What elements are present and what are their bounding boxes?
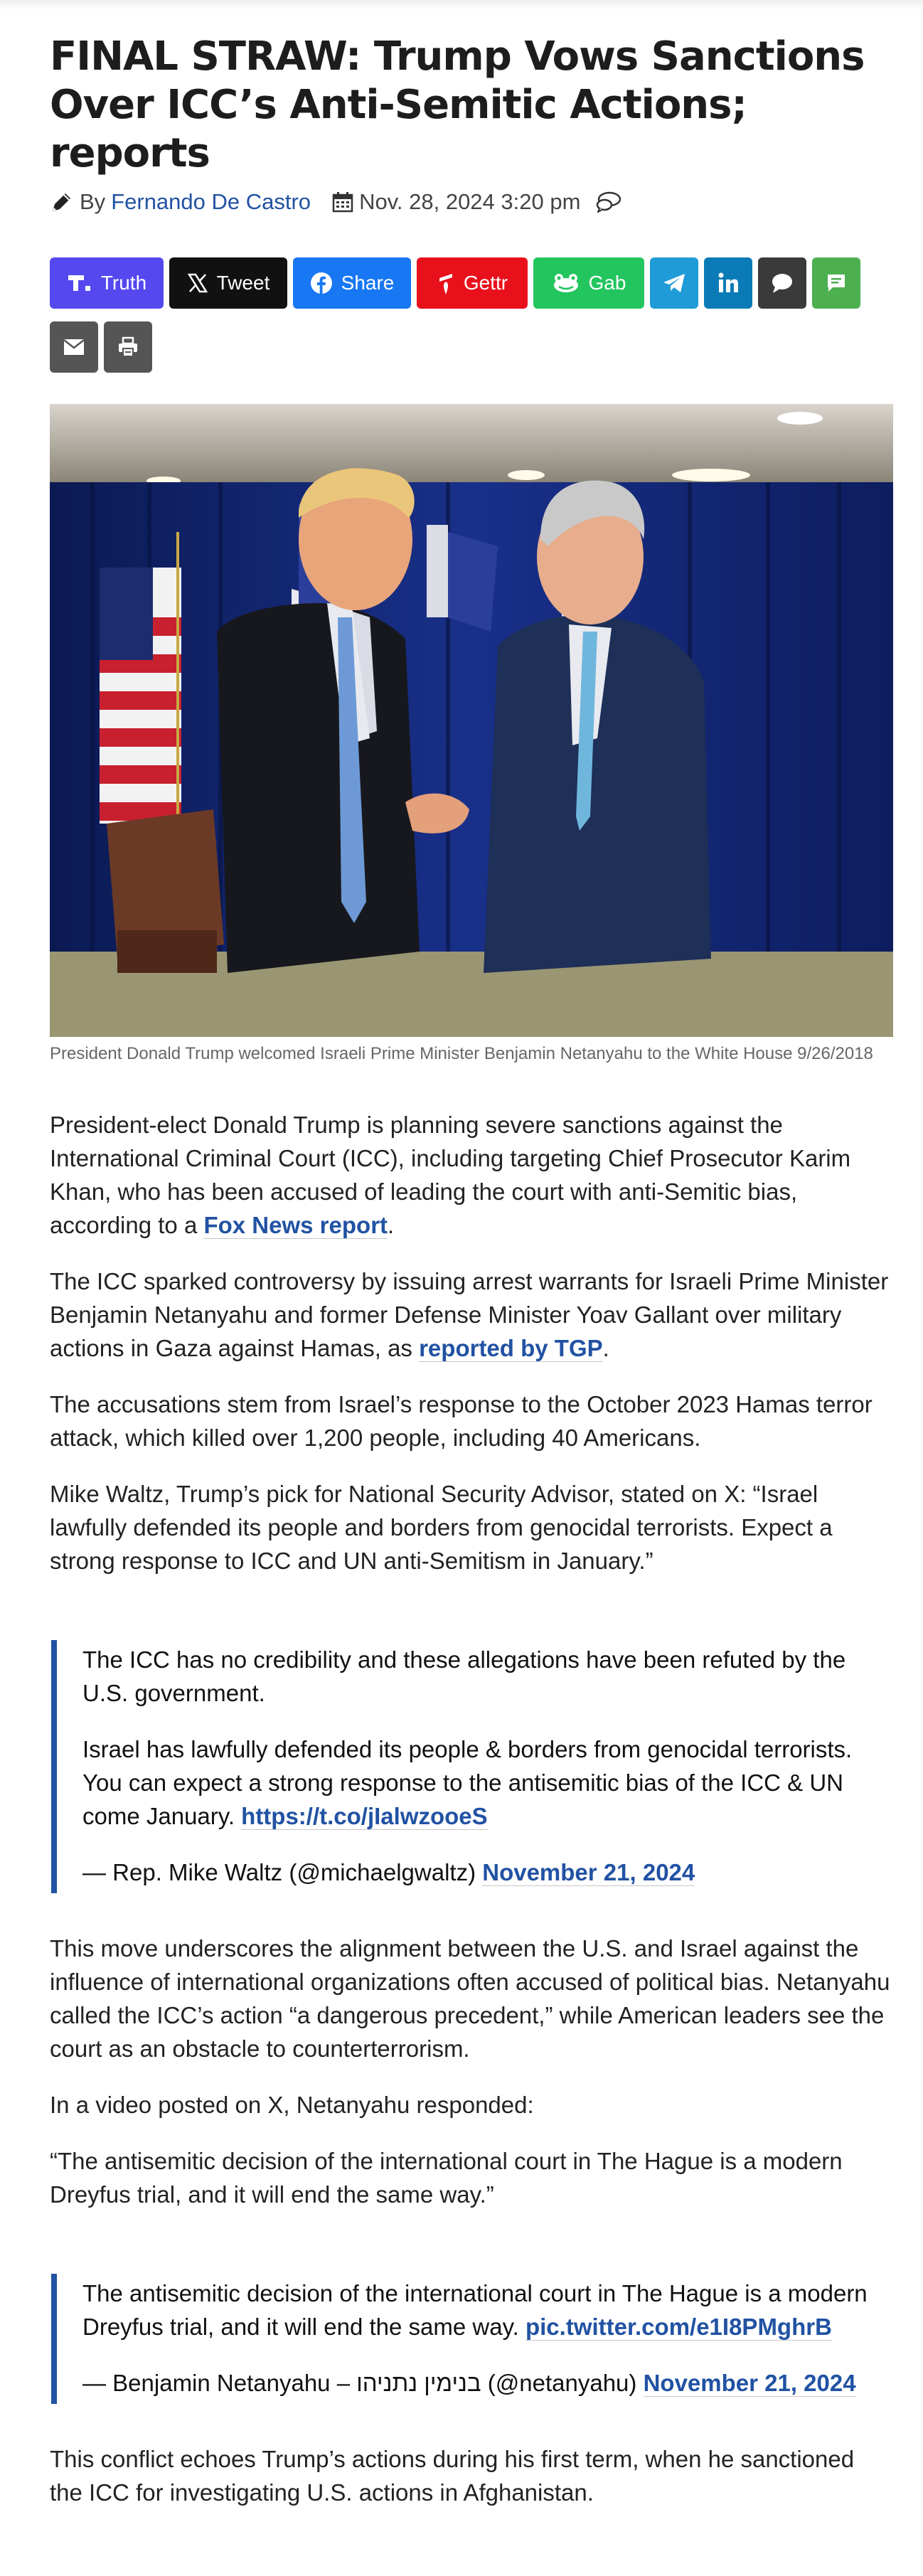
- article: [50, 33, 893, 2509]
- paragraph-7: “The antisemitic decision of the international court in The Hague is a modern Dreyfus trial, and it will end the same way.”: [50, 2148, 843, 2208]
- tweet-attribution: — Rep. Mike Waltz (@michaelgwaltz) November 21, 2024: [82, 1859, 695, 1885]
- gettr-icon: [437, 271, 455, 295]
- article-meta: [50, 188, 893, 216]
- tweet-text-1: The ICC has no credibility and these allegations have been refuted by the U.S. government.: [82, 1646, 846, 1706]
- byline-prefix: By: [80, 189, 106, 214]
- author-link[interactable]: Fernando De Castro: [111, 189, 311, 214]
- photo-caption: President Donald Trump welcomed Israeli Prime Minister Benjamin Netanyahu to the White House 9/26/2018: [50, 1044, 873, 1063]
- gab-frog-icon: [552, 272, 580, 294]
- tweet-text: The antisemitic decision of the international court in The Hague is a modern Dreyfus trial, and it will end the same way. pic.twitter.com/e1I8PMghrB: [82, 2280, 868, 2340]
- tweet-attribution: — Benjamin Netanyahu – בנימין נתניהו (@netanyahu) November 21, 2024: [82, 2370, 856, 2396]
- embedded-tweet-waltz: [51, 1640, 893, 1893]
- calendar-icon: [332, 191, 353, 213]
- paragraph-6: In a video posted on X, Netanyahu responded:: [50, 2092, 534, 2118]
- email-share-button[interactable]: [50, 321, 98, 373]
- publish-date: Nov. 28, 2024 3:20 pm: [359, 189, 581, 214]
- linkedin-share-button[interactable]: [704, 257, 752, 309]
- paragraph-2: The ICC sparked controversy by issuing arrest warrants for Israeli Prime Minister Benjamin Netanyahu and former Defense Minister Yoav Gallant over military actions in Gaza against Hamas, as reported by TGP.: [50, 1268, 889, 1361]
- paragraph-1: President-elect Donald Trump is planning severe sanctions against the International Criminal Court (ICC), including targeting Chief Prosecutor Karim Khan, who has been accused of leading the court with anti-Semitic bias, according to a Fox News report.: [50, 1112, 851, 1238]
- article-title: FINAL STRAW: Trump Vows Sanctions Over ICC’s Anti-Semitic Actions; reports: [50, 33, 865, 176]
- sms-icon: [826, 272, 847, 294]
- truth-social-icon: [67, 272, 92, 294]
- printer-icon: [117, 336, 139, 358]
- envelope-icon: [63, 339, 85, 356]
- speech-bubble-icon: [771, 272, 794, 294]
- share-bar: [50, 257, 893, 385]
- paragraph-3: The accusations stem from Israel’s response to the October 2023 Hamas terror attack, which killed over 1,200 people, including 40 Americans.: [50, 1391, 873, 1451]
- tweet-date-link[interactable]: November 21, 2024: [482, 1859, 695, 1885]
- pencil-icon: [50, 190, 74, 214]
- comments-icon[interactable]: [596, 191, 621, 213]
- tweet-date-link[interactable]: November 21, 2024: [643, 2370, 856, 2396]
- tweet-pic-link[interactable]: pic.twitter.com/e1I8PMghrB: [525, 2314, 832, 2340]
- tweet-link[interactable]: https://t.co/jIalwzooeS: [241, 1803, 488, 1829]
- linkedin-icon: [717, 272, 740, 294]
- paragraph-4: Mike Waltz, Trump’s pick for National Security Advisor, stated on X: “Israel lawfully defended its people and borders from genocidal terrorists. Expect a strong response to ICC and UN anti-Semitism in January.”: [50, 1481, 833, 1574]
- top-shadow: [0, 0, 923, 10]
- gettr-share-button[interactable]: Gettr: [417, 257, 528, 309]
- article-photo: [50, 404, 893, 1037]
- facebook-share-button[interactable]: Share: [293, 257, 411, 309]
- tweet-button[interactable]: Tweet: [169, 257, 287, 309]
- telegram-icon: [662, 272, 686, 294]
- x-logo-icon: [187, 272, 208, 294]
- facebook-icon: [310, 272, 333, 294]
- tgp-link[interactable]: reported by TGP: [419, 1335, 603, 1361]
- telegram-share-button[interactable]: [650, 257, 698, 309]
- tweet-text-2: Israel has lawfully defended its people & borders from genocidal terrorists. You can expect a strong response to the antisemitic bias of the ICC & UN come January. https://t.co/jIalwzooeS: [82, 1736, 853, 1829]
- paragraph-5: This move underscores the alignment between the U.S. and Israel against the influence of international organizations often accused of political bias. Netanyahu called the ICC’s action “a dangerous precedent,” while American leaders see the court as an obstacle to counterterrorism.: [50, 1935, 890, 2062]
- sms-share-button[interactable]: [812, 257, 860, 309]
- paragraph-8: This conflict echoes Trump’s actions during his first term, when he sanctioned the ICC for investigating U.S. actions in Afghanistan.: [50, 2446, 855, 2506]
- fox-news-link[interactable]: Fox News report: [203, 1212, 388, 1238]
- embedded-tweet-netanyahu: [51, 2274, 893, 2404]
- truth-share-button[interactable]: Truth: [50, 257, 164, 309]
- print-button[interactable]: [104, 321, 152, 373]
- comment-share-button[interactable]: [758, 257, 806, 309]
- gab-share-button[interactable]: Gab: [533, 257, 644, 309]
